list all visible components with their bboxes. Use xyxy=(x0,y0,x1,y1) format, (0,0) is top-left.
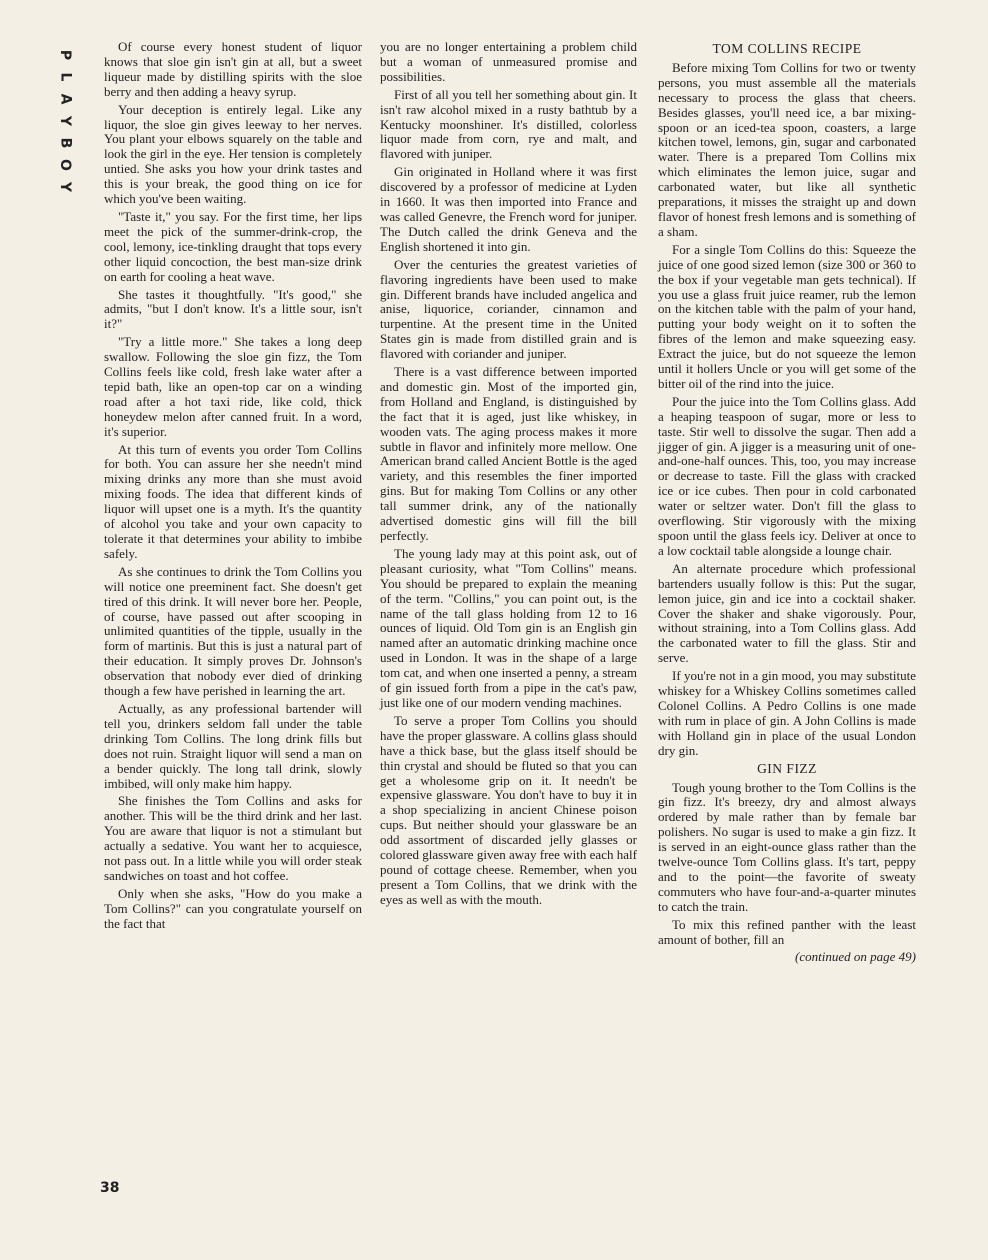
paragraph: Of course every honest student of liquor knows that sloe gin isn't gin at all, but a sweet liqueur made by distilling spirits with the sloe berry and then adding a heavy syrup. xyxy=(104,39,362,99)
paragraph: you are no longer entertaining a problem child but a woman of unmeasured promise and possibilities. xyxy=(380,39,637,84)
paragraph: She finishes the Tom Collins and asks for another. This will be the third drink and her last. You are aware that liquor is not a stimulant but actually a sedative. You want her to acquiesce, not pass out. In a little while you will order steak sandwiches on toast and hot coffee. xyxy=(104,793,362,883)
paragraph: An alternate procedure which professional bartenders usually follow is this: Put the sugar, lemon juice, gin and ice into a cocktail shaker. Cover the shaker and shake vigorously. Pour, without straining, into a Tom Collins glass. Add the carbonated water to fill the glass. Stir and serve. xyxy=(658,560,916,666)
paragraph: Actually, as any professional bartender will tell you, drinkers seldom fall under the table drinking Tom Collins. The long drink fills but does not ruin. Straight liquor will send a man on a bender quickly. The long tall drink, slowly imbibed, will only make him happy. xyxy=(104,700,362,791)
paragraph: First of all you tell her something about gin. It isn't raw alcohol mixed in a rusty bathtub by a Kentucky moonshiner. It's distilled, colorless liquor made from corn, rye and malt, and flavored with juniper. xyxy=(380,86,637,162)
section-heading: TOM COLLINS RECIPE xyxy=(712,41,862,56)
paragraph: Gin originated in Holland where it was first discovered by a professor of medicine at Lyden in 1660. It was then imported into France and was called Genevre, the French word for juniper. The Dutch called the drink Geneva and the English shortened it into gin. xyxy=(380,164,637,254)
paragraph: At this turn of events you order Tom Collins for both. You can assure her she needn't mind mixing drinks any more than she must avoid mixing foods. The idea that different kinds of liquor will upset one is a myth. It's the quantity of alcohol you take and your own capacity to tolerate it that determines your ability to imbibe safely. xyxy=(104,441,362,561)
continued-note: (continued on page 49) xyxy=(795,949,916,965)
paragraph: The young lady may at this point ask, out of pleasant curiosity, what "Tom Collins" means. You should be prepared to explain the meaning of the term. "Collins," you can point out, is the name of the tall glass holding from 12 to 16 ounces of liquid. Old Tom gin is an English gin named after an automatic drinking machine once used in London. It was in the shape of a large tom cat, and when one inserted a penny, a stream of gin issued forth from a pipe in the cat's paw, just like one of our modern vending machines. xyxy=(380,545,637,710)
masthead-letter: A xyxy=(57,93,73,105)
article-column-3 xyxy=(658,40,916,968)
paragraph: As she continues to drink the Tom Collins you will notice one preeminent fact. She doesn't get tired of this drink. It will never bore her. People, of course, have passed out after scooping in unlimited quantities of the tipple, usually in the form of martinis. But this is just a natural part of their education. It simply proves Dr. Johnson's observation that nobody ever died of drinking though a few have perished in learning the art. xyxy=(104,563,362,699)
paragraph: Your deception is entirely legal. Like any liquor, the sloe gin gives leeway to her nerves. You plant your elbows squarely on the table and look the girl in the eye. Her tension is completely untied. She asks you how your drink tastes and this is your break, the good thing on ice for which you've been waiting. xyxy=(104,101,362,207)
masthead-letter: Y xyxy=(56,181,73,193)
paragraph: Pour the juice into the Tom Collins glass. Add a heaping teaspoon of sugar, more or less to taste. Stir well to dissolve the sugar. Then add a jigger of gin. A jigger is a measuring unit of one-and-one-half ounces. This, too, you may increase or decrease to taste. Fill the glass with cracked ice or ice cubes. Then pour in cold carbonated water or seltzer water. Don't fill the glass to overflowing. Stir vigorously with the mixing spoon until the glass feels icy. Deliver at once to a low cocktail table alongside a lounge chair. xyxy=(658,393,916,558)
paragraph: Only when she asks, "How do you make a Tom Collins?" can you congratulate yourself on the fact that xyxy=(104,885,362,931)
article-column-2 xyxy=(380,40,637,911)
section-heading: GIN FIZZ xyxy=(757,760,817,776)
paragraph: There is a vast difference between imported and domestic gin. Most of the imported gin, from Holland and England, is distinguished by the fact that it is aged, just like whiskey, in wooden vats. The aging process makes it more subtle in flavor and infinitely more mellow. One American brand called Ancient Bottle is the aged variety, and this resembles the finer imported gins. But for making Tom Collins or any other tall summer drink, any of the nationally advertised domestic gins will fill the bill perfectly. xyxy=(380,364,637,543)
paragraph: If you're not in a gin mood, you may substitute whiskey for a Whiskey Collins sometimes called Colonel Collins. A Pedro Collins is one made with rum in place of gin. A John Collins is made with Holland gin in place of the usual London dry gin. xyxy=(658,668,916,758)
masthead-letter: B xyxy=(56,137,73,149)
paragraph: She tastes it thoughtfully. "It's good," she admits, "but I don't know. It's a little sour, isn't it?" xyxy=(104,286,362,332)
page-number: 38 xyxy=(100,1180,120,1196)
paragraph: To serve a proper Tom Collins you should have the proper glassware. A collins glass should have a thick base, but the glass itself should be thin crystal and should be fluted so that you can get a wholesome grip on it. It needn't be expensive glassware. You don't have to buy it in a shop specializing in ancient Chinese poison cups. But neither should your glassware be an odd assortment of discarded jelly glasses or colored glassware given away free with each half pound of cottage cheese. Remember, when you present a Tom Collins, that we drink with the eyes as well as with the mouth. xyxy=(380,712,637,907)
magazine-masthead-vertical xyxy=(54,44,76,198)
paragraph: Over the centuries the greatest varieties of flavoring ingredients have been used to make gin. Different brands have included angelica and anise, liquorice, coriander, cinnamon and turpentine. At the present time in the United States gin is made from distilled grain and is flavored with coriander and juniper. xyxy=(380,256,637,362)
masthead-letter: O xyxy=(57,159,73,171)
masthead-letter: Y xyxy=(56,115,73,127)
masthead-letter: L xyxy=(56,72,73,82)
masthead-letter: P xyxy=(56,49,73,61)
paragraph: "Try a little more." She takes a long deep swallow. Following the sloe gin fizz, the Tom Collins feels like cold, fresh lake water after a tepid bath, like an open-top car on a winding road after a hot taxi ride, like cold, thick honeydew melon after canned fruit. In a word, it's superior. xyxy=(104,334,362,439)
paragraph: "Taste it," you say. For the first time, her lips meet the pick of the summer-drink-crop, the cool, lemony, ice-tinkling draught that tops every other liquid concoction, the best man-size drink on earth for cooling a heat wave. xyxy=(104,208,362,284)
paragraph: To mix this refined panther with the least amount of bother, fill an xyxy=(658,916,916,947)
paragraph: Before mixing Tom Collins for two or twenty persons, you must assemble all the materials necessary to process the glass that cheers. Besides glasses, you'll need ice, a bar mixing-spoon or an iced-tea spoon, coasters, a large kitchen towel, lemons, gin, sugar and carbonated water. There is a prepared Tom Collins mix which eliminates the lemon juice, sugar and carbonated water, but like all synthetic preparations, it misses the straight up and down flavor of honest fresh lemons and is something of a sham. xyxy=(658,59,916,239)
article-column-1 xyxy=(104,40,362,935)
paragraph: For a single Tom Collins do this: Squeeze the juice of one good sized lemon (size 300 or 360 to the box if your vegetable man gets technical). If you use a glass fruit juice reamer, rub the lemon on the kitchen table with the palm of your hand, putting your body weight on it to soften the fibres of the lemon and make squeezing easy. Extract the juice, but do not squeeze the lemon until it hollers Uncle or you will get some of the bitter oil of the rind into the juice. xyxy=(658,241,916,391)
paragraph: Tough young brother to the Tom Collins is the gin fizz. It's breezy, dry and almost always ordered by male rather than by female bar polishers. No sugar is used to make a gin fizz. It is served in an eight-ounce glass rather than the twelve-ounce Tom Collins glass. It's tart, peppy and to the point—the favorite of sweaty commuters who have four-and-a-quarter minutes to catch the train. xyxy=(658,779,916,914)
